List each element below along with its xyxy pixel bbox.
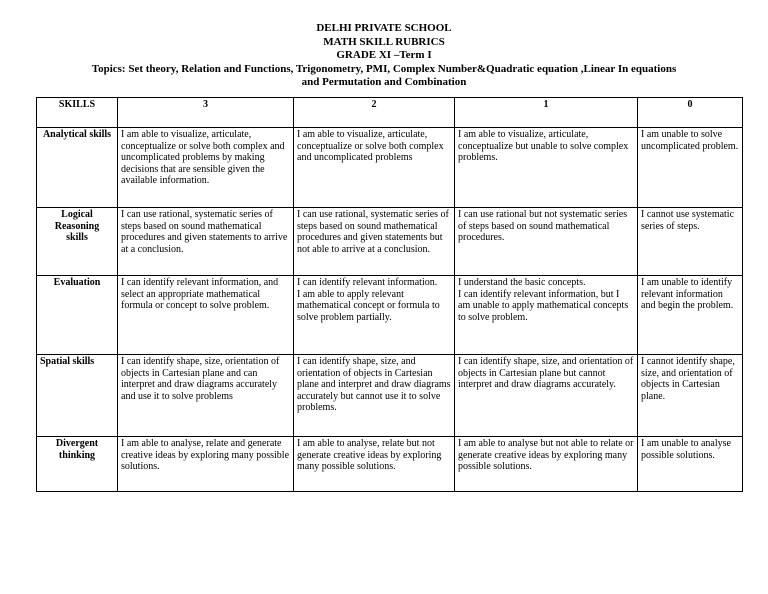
descriptor-cell: I am able to visualize, articulate, conceptualize or solve both complex and uncomplicated problems — [294, 128, 455, 208]
column-header-level-3: 3 — [118, 98, 294, 128]
descriptor-cell: I cannot identify shape, size, and orientation of objects in Cartesian plane. — [638, 355, 743, 437]
skill-name: Evaluation — [37, 276, 118, 355]
descriptor-paragraph: I can identify relevant information. — [297, 277, 438, 288]
table-header-row — [37, 98, 743, 128]
descriptor-cell: I am unable to solve uncomplicated problem. — [638, 128, 743, 208]
descriptor-cell: I am unable to identify relevant information and begin the problem. — [638, 276, 743, 355]
descriptor-cell: I can use rational, systematic series of steps based on sound mathematical procedures and given statements but not able to arrive at a conclusion. — [294, 208, 455, 276]
descriptor-cell: I can identify shape, size, and orientation of objects in Cartesian plane but cannot interpret and draw diagrams accurately. — [455, 355, 638, 437]
descriptor-cell: I am able to visualize, articulate, conceptualize but unable to solve complex problems. — [455, 128, 638, 208]
document-title: MATH SKILL RUBRICS — [323, 35, 445, 48]
rubric-table — [36, 97, 743, 492]
descriptor-cell: I can use rational but not systematic series of steps based on sound mathematical procedures. — [455, 208, 638, 276]
topics-line-2: and Permutation and Combination — [301, 76, 467, 88]
descriptor-cell: I am unable to analyse possible solutions. — [638, 437, 743, 492]
descriptor-paragraph: I am able to apply relevant mathematical concept or formula to solve problem partially. — [297, 288, 440, 323]
column-header-level-2: 2 — [294, 98, 455, 128]
column-header-level-1: 1 — [455, 98, 638, 128]
table-row — [37, 208, 743, 276]
descriptor-cell — [294, 276, 455, 355]
skill-name: Spatial skills — [37, 355, 118, 437]
descriptor-paragraph: I understand the basic concepts. — [458, 277, 586, 288]
table-row — [37, 355, 743, 437]
column-header-level-0: 0 — [638, 98, 743, 128]
topics-line-1: Topics: Set theory, Relation and Functions, Trigonometry, PMI, Complex Number&Quadratic equation ,Linear In equations — [91, 62, 677, 75]
table-row — [37, 128, 743, 208]
descriptor-cell: I cannot use systematic series of steps. — [638, 208, 743, 276]
skill-name: Logical Reasoning skills — [37, 208, 118, 276]
grade-term: GRADE XI –Term I — [336, 49, 432, 61]
descriptor-cell: I am able to visualize, articulate, conceptualize or solve both complex and uncomplicated problems by making decisions that are sensible given the available information. — [118, 128, 294, 208]
descriptor-cell — [455, 276, 638, 355]
skill-name: Analytical skills — [37, 128, 118, 208]
descriptor-cell: I can identify shape, size, and orientation of objects in Cartesian plane and interpret and draw diagrams accurately but cannot use it to solve problems. — [294, 355, 455, 437]
table-row — [37, 437, 743, 492]
table-row — [37, 276, 743, 355]
descriptor-cell: I can identify shape, size, orientation of objects in Cartesian plane and can interpret and draw diagrams accurately and use it to solve problems — [118, 355, 294, 437]
descriptor-paragraph: I can identify relevant information, but I am unable to apply mathematical concepts to solve problem. — [458, 288, 629, 323]
descriptor-cell: I am able to analyse, relate but not generate creative ideas by exploring many possible solutions. — [294, 437, 455, 492]
document-header — [0, 22, 768, 90]
descriptor-cell: I can identify relevant information, and select an appropriate mathematical formula or concept to solve problem. — [118, 276, 294, 355]
skill-name: Divergent thinking — [37, 437, 118, 492]
school-name: DELHI PRIVATE SCHOOL — [316, 22, 452, 34]
descriptor-cell: I am able to analyse, relate and generate creative ideas by exploring many possible solutions. — [118, 437, 294, 492]
descriptor-cell: I can use rational, systematic series of steps based on sound mathematical procedures and given statements to arrive at a conclusion. — [118, 208, 294, 276]
descriptor-cell: I am able to analyse but not able to relate or generate creative ideas by exploring many possible solutions. — [455, 437, 638, 492]
column-header-skills: SKILLS — [37, 98, 118, 128]
